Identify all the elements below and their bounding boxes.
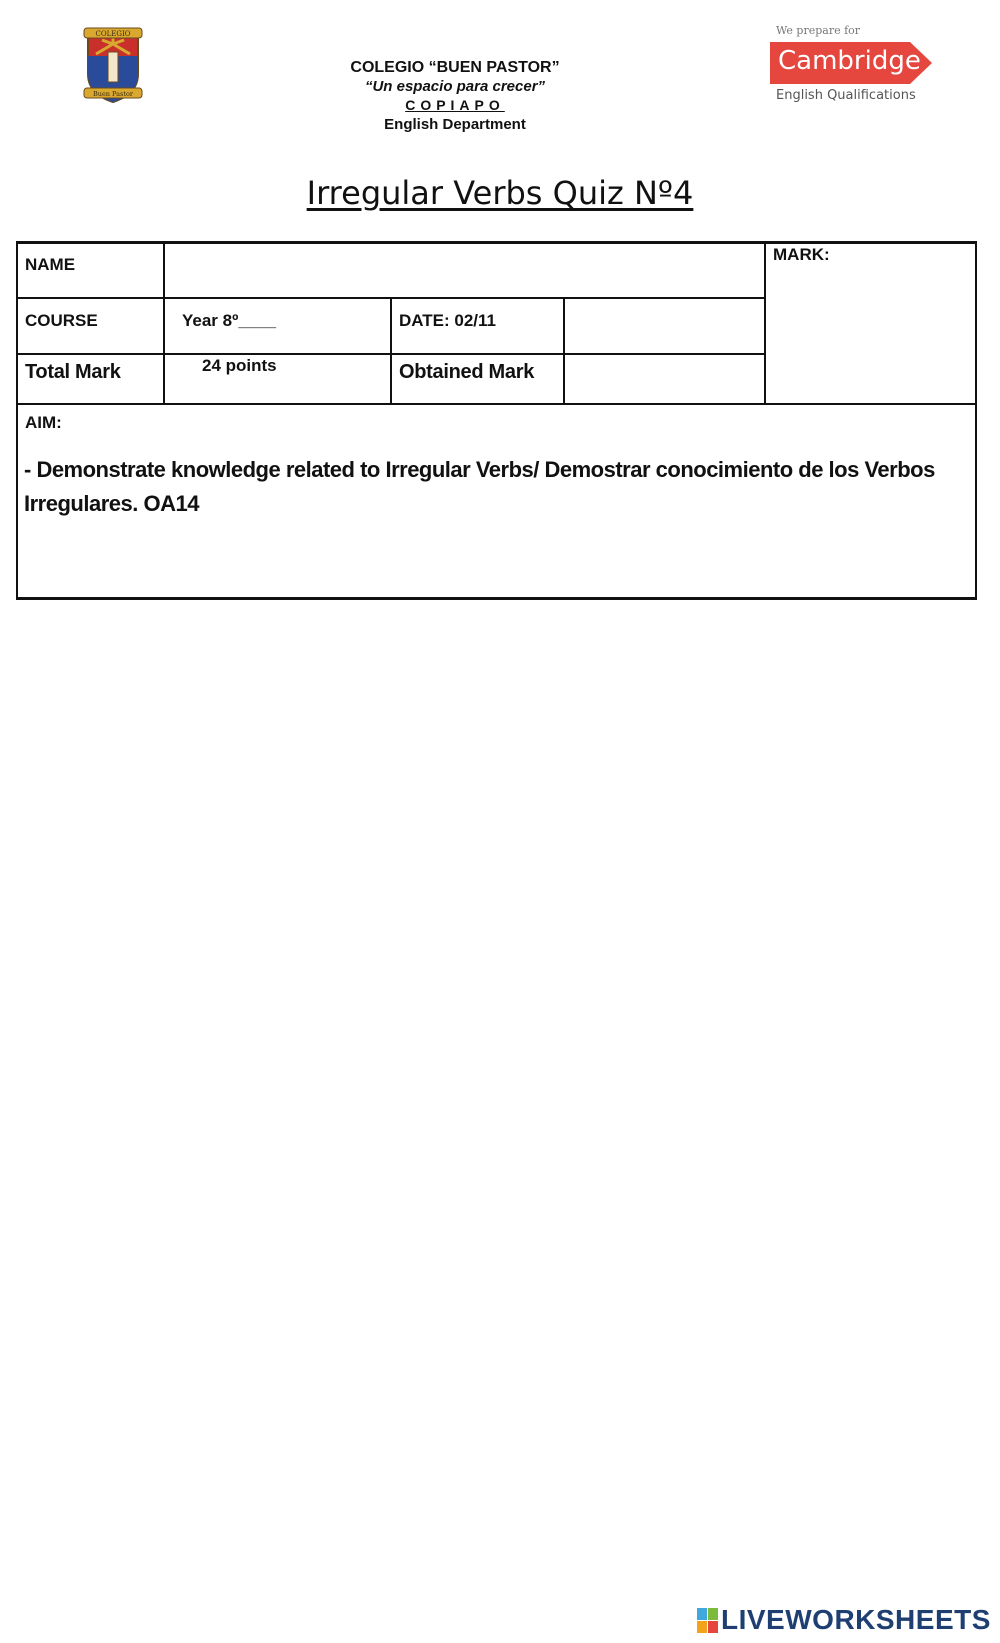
table-border-right (975, 241, 977, 600)
table-col-divider (764, 241, 766, 405)
school-city: COPIAPO (405, 97, 505, 113)
table-border-top (16, 241, 977, 244)
total-mark-label: Total Mark (25, 361, 121, 383)
quiz-title-text: Irregular Verbs Quiz Nº4 (306, 174, 694, 212)
date-label: DATE: 02/11 (399, 311, 497, 330)
mark-label: MARK: (773, 245, 830, 264)
school-header (300, 58, 610, 134)
course-value: Year 8º____ (182, 311, 277, 330)
school-motto: “Un espacio para crecer” (364, 78, 546, 95)
table-col-divider (163, 241, 165, 405)
table-border-bottom (16, 597, 977, 600)
school-name: COLEGIO “BUEN PASTOR” (350, 59, 560, 76)
cambridge-tagline: We prepare for (776, 24, 861, 37)
obtained-mark-label: Obtained Mark (399, 361, 535, 383)
obtained-mark-field[interactable] (572, 361, 752, 395)
table-col-divider (563, 297, 565, 405)
name-label: NAME (25, 255, 76, 274)
name-field[interactable] (176, 255, 756, 285)
aim-text: - Demonstrate knowledge related to Irregular Verbs/ Demostrar conocimiento de los Verbos Irregulares. OA14 (24, 457, 935, 516)
liveworksheets-blocks-icon (697, 1608, 719, 1634)
total-mark-value: 24 points (202, 356, 277, 375)
liveworksheets-logo[interactable] (697, 1604, 997, 1638)
crest-top-text: COLEGIO (95, 30, 131, 38)
table-row-divider (16, 403, 977, 405)
course-label: COURSE (25, 311, 98, 330)
cambridge-subtitle: English Qualifications (776, 88, 916, 103)
department-name: English Department (384, 116, 526, 133)
date-field[interactable] (572, 307, 752, 341)
crest-bottom-text: Buen Pastor (93, 90, 133, 98)
student-info-table (16, 241, 977, 600)
table-border-left (16, 241, 18, 600)
table-col-divider (390, 297, 392, 405)
cambridge-brand: Cambridge (778, 46, 921, 76)
school-crest-logo (82, 26, 144, 104)
aim-label: AIM: (25, 413, 62, 432)
quiz-title (0, 174, 1000, 212)
cambridge-logo (770, 22, 940, 108)
liveworksheets-brand: LIVEWORKSHEETS (721, 1604, 991, 1635)
